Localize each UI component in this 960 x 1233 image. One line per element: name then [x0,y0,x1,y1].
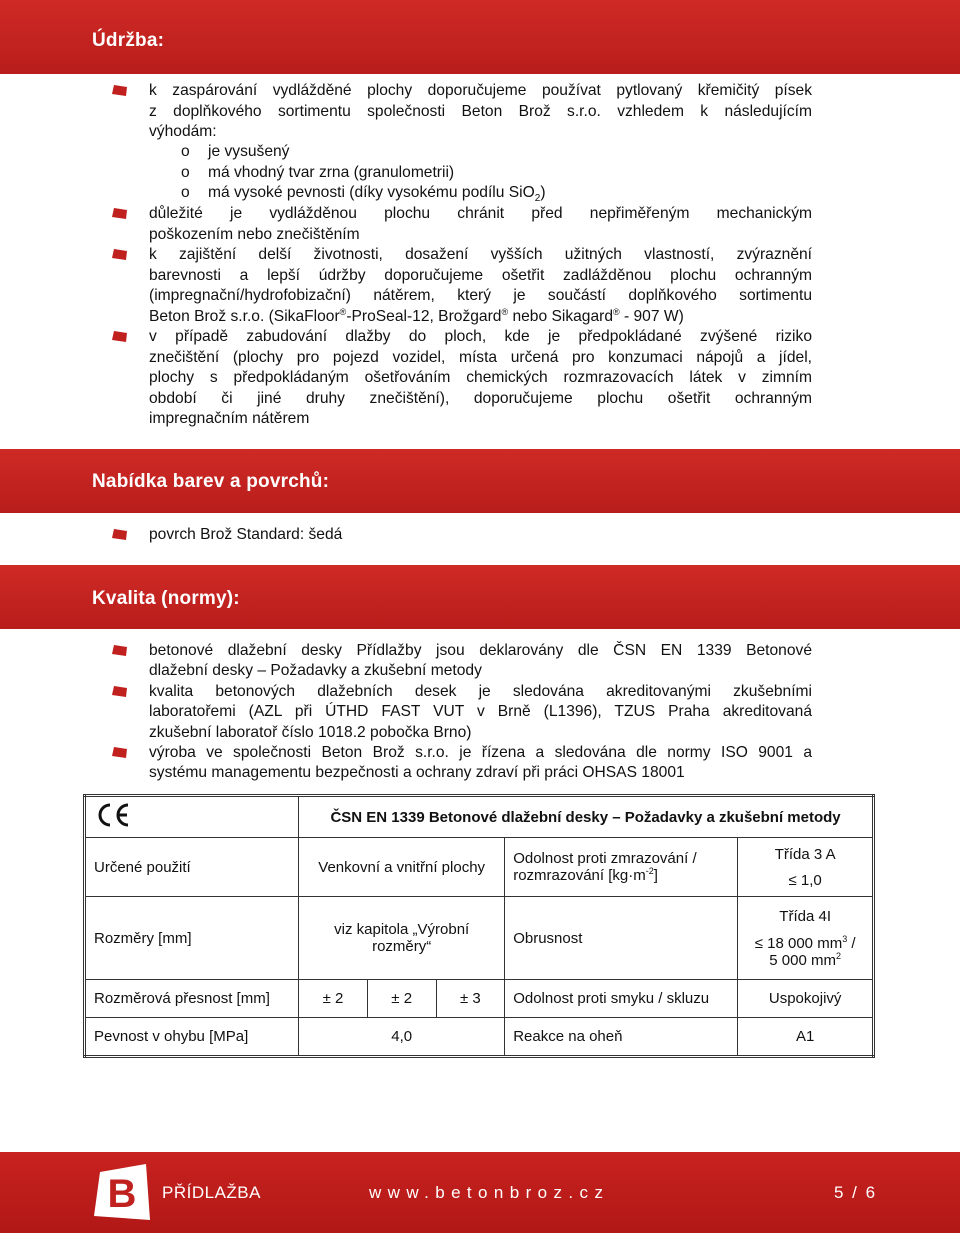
bullet-flag-icon [112,84,128,97]
table-cell-value: viz kapitola „Výrobní rozměry“ [299,897,505,980]
section-header-kvalita [0,565,960,629]
table-cell-label: Určené použití [85,838,299,897]
bullet-flag-icon [112,644,128,657]
paragraph-line: barevnosti a lepší údržby doporučujeme ošetřit zadlážděnou plochu ochranným [149,267,812,284]
paragraph-line: (impregnační/hydrofobizační) nátěrem, který je součástí doplňkového sortimentu [149,287,812,304]
svg-text:B: B [107,1172,137,1216]
table-cell-class: A1 [738,1018,874,1057]
table-cell-value: ± 2 [299,980,368,1018]
paragraph-line: k zaspárování vydlážděné plochy doporučujeme používat pytlovaný křemičitý písek [149,82,812,99]
table-row [85,897,874,980]
table-cell-property: Odolnost proti smyku / skluzu [505,980,738,1018]
table-row [85,980,874,1018]
table-cell-label: Rozměrová přesnost [mm] [85,980,299,1018]
list-marker: o [181,164,190,181]
paragraph-line: dlažební desky – Požadavky a zkušební metody [149,662,482,679]
paragraph-line: povrch Brož Standard: šedá [149,526,343,543]
section-title: Údržba: [92,30,165,51]
ce-mark-cell [85,796,299,838]
footer-product-name: PŘÍDLAŽBA [162,1183,261,1202]
list-marker: o [181,143,190,160]
paragraph-line: znečištění (plochy pro pojezd vozidel, místa určená pro konzumaci nápojů a jídel, [149,349,812,366]
page-number: 5 / 6 [834,1183,878,1202]
bullet-flag-icon [112,248,128,261]
bullet-flag-icon [112,528,128,541]
section-header-nabidka [0,449,960,513]
list-item: má vysoké pevnosti (díky vysokému podílu SiO$_2$) [208,184,546,205]
paragraph-line: kvalita betonových dlažebních desek je sledována akreditovanými zkušebními [149,683,812,700]
specification-table [83,794,875,1058]
paragraph-line: výroba ve společnosti Beton Brož s.r.o. je řízena a sledována dle normy ISO 9001 a [149,744,812,761]
table-cell-property: Odolnost proti zmrazování / rozmrazování $[kg\cdot m^{-2}]$ [505,838,738,897]
paragraph-line: důležité je vydlážděnou plochu chránit před nepřiměřeným mechanickým [149,205,812,222]
footer-website-link[interactable]: www.betonbroz.cz [369,1183,610,1202]
table-cell-class: Uspokojivý [738,980,874,1018]
section-title: Nabídka barev a povrchů: [92,471,330,492]
bullet-flag-icon [112,685,128,698]
section-title: Kvalita (normy): [92,588,240,609]
table-row [85,838,874,897]
list-item: je vysušený [208,143,290,160]
beton-broz-logo-icon [94,1162,150,1222]
table-cell-class: Třída 4I ≤ 18 000 $mm^3$ / 5 000 $mm^2$ [738,897,874,980]
paragraph-line: výhodám: [149,123,217,140]
paragraph-line: laboratořemi (AZL při ÚTHD FAST VUT v Brně (L1396), TZUS Praha akreditovaná [149,703,812,720]
paragraph-line: poškozením nebo znečištěním [149,226,360,243]
list-marker: o [181,184,190,201]
paragraph-line: Beton Brož s.r.o. (SikaFloor®-ProSeal-12, Brožgard® nebo Sikagard® - 907 W) [149,306,684,325]
table-title: ČSN EN 1339 Betonové dlažební desky – Požadavky a zkušební metody [299,796,874,838]
table-cell-value: Venkovní a vnitřní plochy [299,838,505,897]
paragraph-line: betonové dlažební desky Přídlažby jsou deklarovány dle ČSN EN 1339 Betonové [149,642,812,659]
paragraph-line: v případě zabudování dlažby do ploch, kde je předpokládané zvýšené riziko [149,328,812,345]
table-cell-class: Třída 3 A ≤ 1,0 [738,838,874,897]
section-header-udrzba [0,0,960,74]
bullet-flag-icon [112,746,128,759]
table-cell-property: Obrusnost [505,897,738,980]
table-cell-label: Rozměry [mm] [85,897,299,980]
table-cell-value: ± 3 [436,980,505,1018]
ce-mark-icon [94,802,132,828]
table-cell-value: 4,0 [299,1018,505,1057]
table-cell-property: Reakce na oheň [505,1018,738,1057]
paragraph-line: k zajištění delší životnosti, dosažení vyšších užitných vlastností, zvýraznění [149,246,812,263]
bullet-flag-icon [112,330,128,343]
table-row [85,1018,874,1057]
paragraph-line: impregnačním nátěrem [149,410,310,427]
page-footer [0,1152,960,1233]
table-header-row [85,796,874,838]
paragraph-line: plochy s předpokládaným ošetřováním chemických rozmrazovacích látek v zimním [149,369,812,386]
paragraph-line: z doplňkového sortimentu společnosti Beton Brož s.r.o. vzhledem k následujícím [149,103,812,120]
table-cell-value: ± 2 [367,980,436,1018]
paragraph-line: zkušební laboratoř číslo 1018.2 pobočka Brno) [149,724,472,741]
paragraph-line: systému managementu bezpečnosti a ochrany zdraví při práci OHSAS 18001 [149,764,685,781]
table-cell-label: Pevnost v ohybu [MPa] [85,1018,299,1057]
paragraph-line: období či jiné druhy znečištění), doporučujeme plochu ošetřit ochranným [149,390,812,407]
bullet-flag-icon [112,207,128,220]
list-item: má vhodný tvar zrna (granulometrii) [208,164,455,181]
